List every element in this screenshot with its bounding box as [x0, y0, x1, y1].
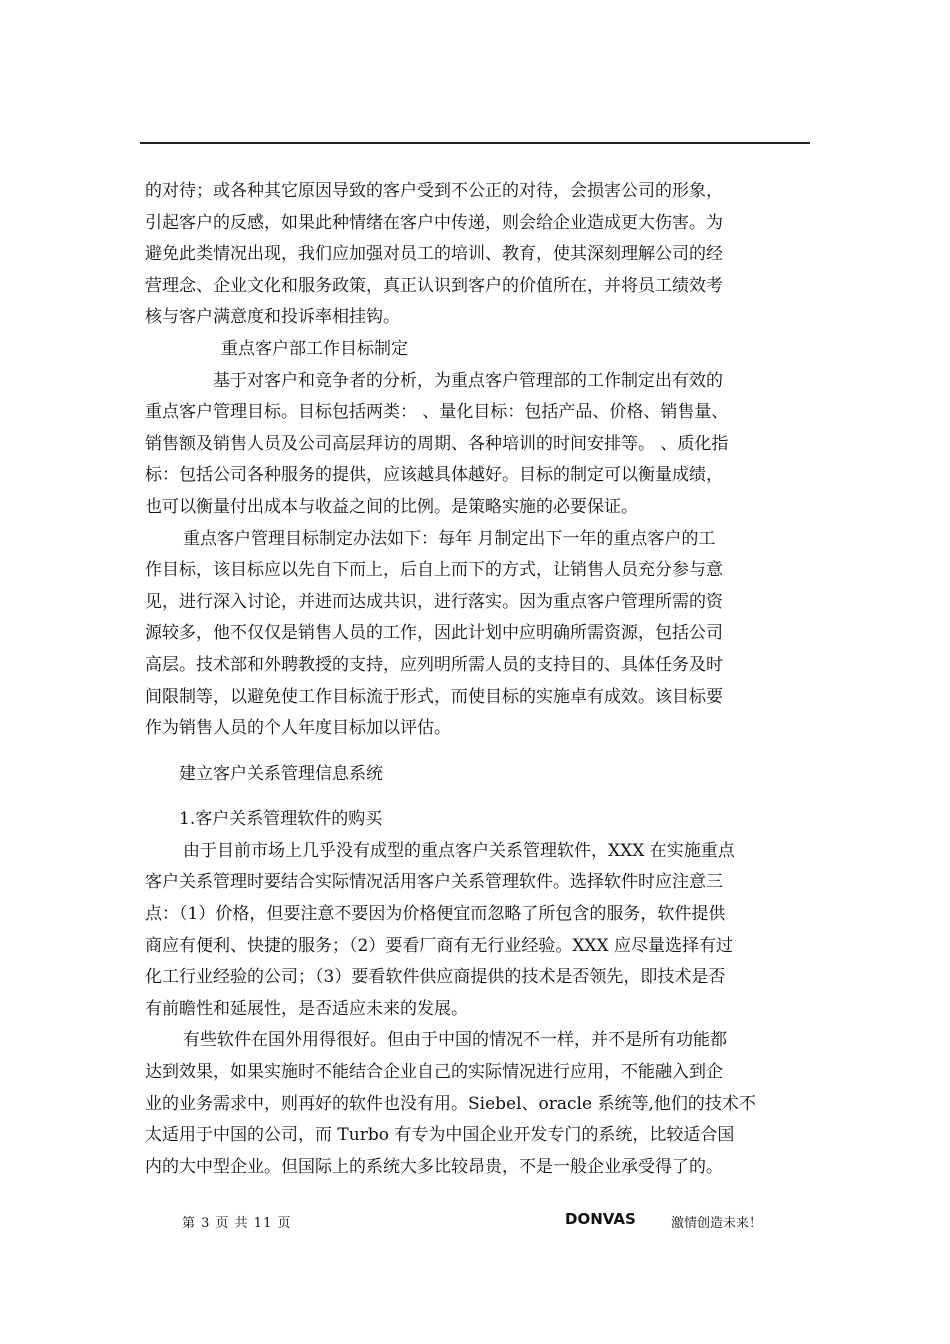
paragraph	[145, 1025, 805, 1183]
text-line: 化工行业经验的公司；（3）要看软件供应商提供的技术是否领先，即技术是否	[145, 967, 726, 988]
text-line: 内的大中型企业。但国际上的系统大多比较昂贵，不是一般企业承受得了的。	[145, 1156, 723, 1177]
text-line: 达到效果，如果实施时不能结合企业自己的实际情况进行应用，不能融入到企	[145, 1062, 723, 1083]
text-line: 重点客户管理目标制定办法如下：每年 月制定出下一年的重点客户的工	[183, 528, 716, 549]
text-line: 由于目前市场上几乎没有成型的重点客户关系管理软件，XXX 在实施重点	[183, 840, 735, 861]
text-line: 业的业务需求中，则再好的软件也没有用。Siebel、oracle 系统等,他们的技术不	[145, 1093, 756, 1114]
text-line: 重点客户管理目标。目标包括两类： 、量化目标：包括产品、价格、销售量、	[145, 402, 729, 423]
subsection-heading	[145, 804, 805, 836]
paragraph	[145, 524, 805, 745]
brand-name: DONVAS	[565, 1210, 636, 1228]
text-line: 也可以衡量付出成本与收益之间的比例。是策略实施的必要保证。	[145, 496, 638, 517]
text-line: 有前瞻性和延展性，是否适应未来的发展。	[145, 998, 468, 1019]
text-line: 点：（1）价格，但要注意不要因为价格便宜而忽略了所包含的服务，软件提供	[145, 904, 726, 925]
page-footer	[0, 1210, 950, 1232]
paragraph	[145, 366, 805, 524]
section-heading	[145, 759, 805, 791]
text-line: 客户关系管理时要结合实际情况活用客户关系管理软件。选择软件时应注意三	[145, 872, 723, 893]
text-line: 营理念、企业文化和服务政策，真正认识到客户的价值所在，并将员工绩效考	[145, 275, 723, 296]
section-heading	[145, 334, 805, 366]
slogan: 激情创造未来！	[671, 1216, 763, 1231]
text-line: 核与客户满意度和投诉率相挂钩。	[145, 307, 400, 328]
page-number: 第 3 页 共 11 页	[182, 1216, 292, 1231]
text-line: 作为销售人员的个人年度目标加以评估。	[145, 718, 451, 739]
text-line: 见，进行深入讨论，并进而达成共识，进行落实。因为重点客户管理所需的资	[145, 591, 723, 612]
text-line: 间限制等，以避免使工作目标流于形式，而使目标的实施卓有成效。该目标要	[145, 686, 723, 707]
heading-text: 重点客户部工作目标制定	[221, 338, 408, 359]
text-line: 太适用于中国的公司，而 Turbo 有专为中国企业开发专门的系统，比较适合国	[145, 1125, 735, 1146]
text-line: 有些软件在国外用得很好。但由于中国的情况不一样，并不是所有功能都	[183, 1030, 727, 1051]
text-line: 作目标，该目标应以先自下而上，后自上而下的方式，让销售人员充分参与意	[145, 560, 723, 581]
text-line: 引起客户的反感，如果此种情绪在客户中传递，则会给企业造成更大伤害。为	[145, 212, 723, 233]
text-line: 标：包括公司各种服务的提供，应该越具体越好。目标的制定可以衡量成绩，	[145, 465, 723, 486]
text-line: 的对待；或各种其它原因导致的客户受到不公正的对待，会损害公司的形象，	[145, 181, 723, 201]
text-line: 商应有便利、快捷的服务；（2）要看厂商有无行业经验。XXX 应尽量选择有过	[145, 935, 734, 956]
text-line: 高层。技术部和外聘教授的支持，应列明所需人员的支持目的、具体任务及时	[145, 654, 723, 675]
document-body	[145, 176, 805, 1183]
heading-text: 1.客户关系管理软件的购买	[179, 809, 383, 830]
text-line: 销售额及销售人员及公司高层拜访的周期、各种培训的时间安排等。 、质化指	[145, 433, 729, 454]
header-rule	[140, 142, 810, 144]
paragraph	[145, 836, 805, 1026]
text-line: 避免此类情况出现，我们应加强对员工的培训、教育，使其深刻理解公司的经	[145, 244, 723, 265]
heading-text: 建立客户关系管理信息系统	[179, 763, 383, 784]
text-line: 源较多，他不仅仅是销售人员的工作，因此计划中应明确所需资源，包括公司	[145, 623, 723, 644]
paragraph	[145, 176, 805, 334]
text-line: 基于对客户和竞争者的分析，为重点客户管理部的工作制定出有效的	[213, 370, 723, 391]
